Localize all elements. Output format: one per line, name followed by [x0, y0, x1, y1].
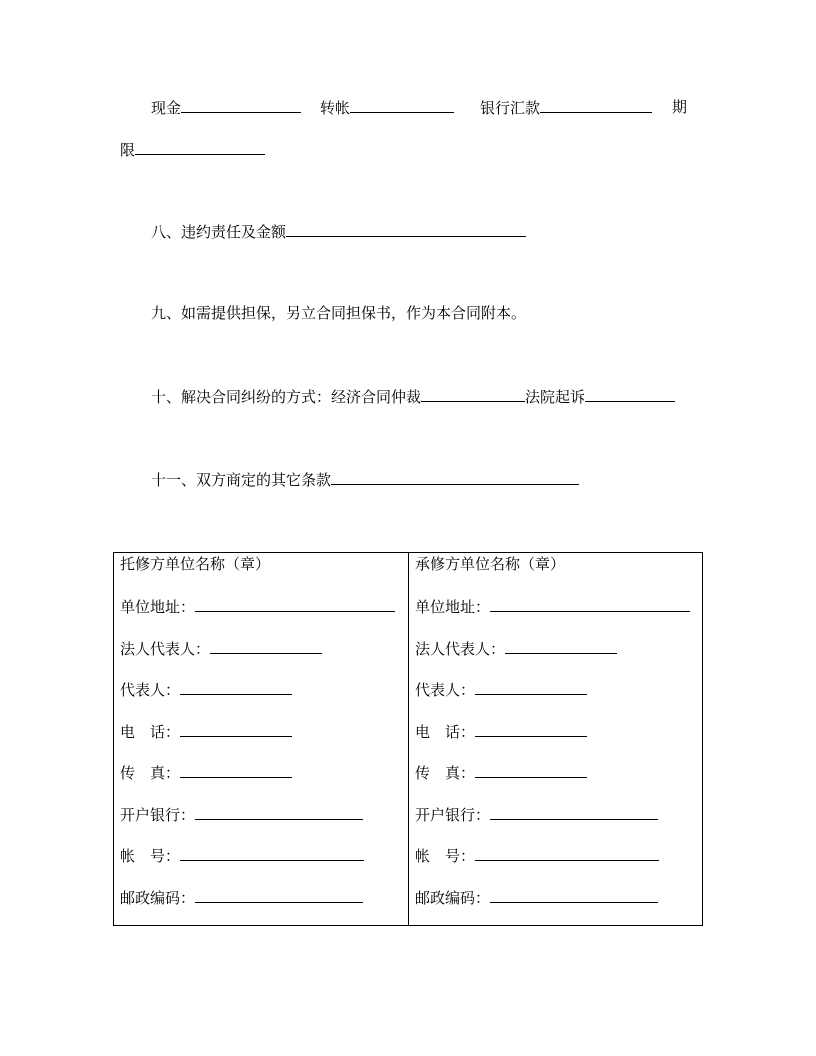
- contractor-column: [409, 553, 703, 925]
- contractor-phone-row: [415, 722, 587, 741]
- contractor-postcode-row: [415, 888, 658, 907]
- client-address-label: 单位地址：: [120, 598, 196, 616]
- contractor-phone-blank[interactable]: [475, 722, 587, 737]
- client-fax-row: [120, 763, 292, 782]
- client-fax-blank[interactable]: [180, 763, 292, 778]
- arbitration-blank[interactable]: [421, 387, 525, 402]
- client-address-row: [120, 597, 395, 616]
- client-postcode-blank[interactable]: [195, 888, 363, 903]
- clause-11-label: 十一、双方商定的其它条款: [151, 471, 332, 489]
- client-bank-label: 开户银行：: [120, 806, 196, 824]
- contractor-legal-rep-label: 法人代表人：: [415, 640, 506, 658]
- contractor-fax-row: [415, 763, 587, 782]
- client-account-blank[interactable]: [180, 846, 364, 861]
- client-phone-blank[interactable]: [180, 722, 292, 737]
- contractor-rep-label: 代表人：: [415, 681, 476, 699]
- client-title: 托修方单位名称（章）: [120, 555, 271, 573]
- court-blank[interactable]: [585, 387, 675, 402]
- contractor-fax-label: 传 真：: [415, 764, 476, 782]
- contractor-fax-blank[interactable]: [475, 763, 587, 778]
- contractor-postcode-label: 邮政编码：: [415, 889, 491, 907]
- contractor-rep-row: [415, 680, 587, 699]
- clause-11: [151, 470, 579, 489]
- term-label-part1: 期: [672, 98, 688, 116]
- client-phone-row: [120, 722, 292, 741]
- term-label-part2: 限: [120, 141, 136, 159]
- contractor-postcode-blank[interactable]: [490, 888, 658, 903]
- cash-label: 现金: [151, 99, 182, 117]
- bank-remit-blank[interactable]: [540, 98, 652, 113]
- clause-10-label: 十、解决合同纠纷的方式：经济合同仲裁: [151, 388, 422, 406]
- client-account-row: [120, 846, 364, 865]
- term-blank[interactable]: [135, 140, 265, 155]
- client-bank-blank[interactable]: [195, 805, 363, 820]
- transfer-blank[interactable]: [350, 98, 454, 113]
- contractor-account-label: 帐 号：: [415, 847, 476, 865]
- clause-10: [151, 387, 675, 406]
- clause-8-label: 八、违约责任及金额: [151, 223, 287, 241]
- contractor-rep-blank[interactable]: [475, 680, 587, 695]
- client-postcode-label: 邮政编码：: [120, 889, 196, 907]
- client-column: [114, 553, 408, 925]
- client-rep-row: [120, 680, 292, 699]
- contractor-address-row: [415, 597, 690, 616]
- clause-9: 九、如需提供担保，另立合同担保书，作为本合同附本。: [151, 304, 527, 322]
- clause-11-blank[interactable]: [331, 470, 579, 485]
- payment-line: [151, 98, 301, 117]
- client-account-label: 帐 号：: [120, 847, 181, 865]
- contractor-address-blank[interactable]: [490, 597, 690, 612]
- signature-table: [113, 552, 703, 926]
- client-address-blank[interactable]: [195, 597, 395, 612]
- transfer-line: [320, 98, 454, 117]
- contractor-bank-label: 开户银行：: [415, 806, 491, 824]
- client-bank-row: [120, 805, 363, 824]
- client-rep-blank[interactable]: [180, 680, 292, 695]
- term-line: [120, 140, 265, 159]
- clause-8-blank[interactable]: [286, 222, 526, 237]
- client-legal-rep-blank[interactable]: [210, 639, 322, 654]
- contractor-account-blank[interactable]: [475, 846, 659, 861]
- client-legal-rep-row: [120, 639, 322, 658]
- contractor-bank-row: [415, 805, 658, 824]
- client-fax-label: 传 真：: [120, 764, 181, 782]
- client-rep-label: 代表人：: [120, 681, 181, 699]
- clause-8: [151, 222, 526, 241]
- bank-remit-line: [480, 98, 652, 117]
- contractor-account-row: [415, 846, 659, 865]
- contractor-legal-rep-blank[interactable]: [505, 639, 617, 654]
- contractor-title: 承修方单位名称（章）: [415, 555, 566, 573]
- client-legal-rep-label: 法人代表人：: [120, 640, 211, 658]
- contractor-address-label: 单位地址：: [415, 598, 491, 616]
- client-postcode-row: [120, 888, 363, 907]
- contractor-legal-rep-row: [415, 639, 617, 658]
- court-label: 法院起诉: [525, 388, 586, 406]
- client-phone-label: 电 话：: [120, 723, 181, 741]
- bank-remit-label: 银行汇款: [480, 99, 541, 117]
- contractor-bank-blank[interactable]: [490, 805, 658, 820]
- cash-blank[interactable]: [181, 98, 301, 113]
- transfer-label: 转帐: [320, 99, 351, 117]
- contractor-phone-label: 电 话：: [415, 723, 476, 741]
